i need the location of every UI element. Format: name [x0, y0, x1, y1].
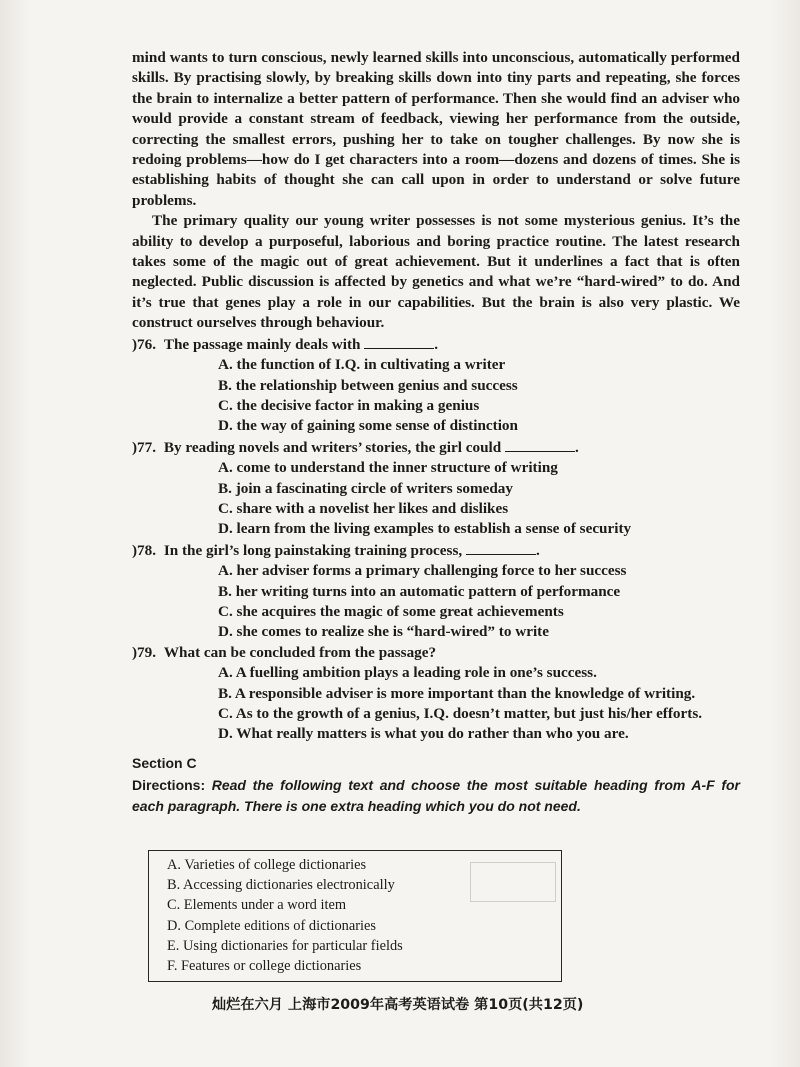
question-stem: What can be concluded from the passage? — [163, 643, 437, 661]
option-b: B. the relationship between genius and success — [218, 376, 518, 394]
passage-and-questions — [132, 48, 740, 816]
question-number: )77. — [132, 438, 157, 456]
option-a: A. the function of I.Q. in cultivating a writer — [218, 356, 506, 374]
question-stem: In the girl’s long painstaking training process, — [163, 541, 463, 559]
option-b: B. A responsible adviser is more important than the knowledge of writing. — [218, 684, 696, 702]
section-title: Section C — [132, 754, 197, 771]
option-c: C. the decisive factor in making a genius — [218, 396, 480, 414]
headings-box — [148, 850, 562, 982]
bleed-through-mark — [98, 92, 101, 107]
option-d: D. learn from the living examples to establish a sense of security — [218, 520, 632, 538]
question-78: )78. In the girl’s long painstaking training process, . A. her adviser forms a primary challenging force to her success B. her writing turns into an automatic pattern of performance C. she acquires the magic of some great achievements D. she comes to realize she is “hard-wired” to write — [132, 540, 740, 643]
heading-option-e: E. Using dictionaries for particular fields — [167, 937, 403, 954]
heading-option-a: A. Varieties of college dictionaries — [167, 857, 367, 873]
option-a: A. her adviser forms a primary challenging force to her success — [218, 562, 627, 580]
option-b: B. join a fascinating circle of writers someday — [218, 479, 513, 497]
question-76: )76. The passage mainly deals with . A. the function of I.Q. in cultivating a writer B. the relationship between genius and success C. the decisive factor in making a genius D. the way of gaining some sense of distinction — [132, 334, 740, 437]
heading-option-f: F. Features or college dictionaries — [167, 958, 362, 975]
option-d: D. she comes to realize she is “hard-wired” to write — [218, 623, 549, 641]
option-c: C. As to the growth of a genius, I.Q. doesn’t matter, but just his/her efforts. — [218, 705, 703, 722]
question-stem: By reading novels and writers’ stories, the girl could — [163, 438, 502, 456]
option-d: D. the way of gaining some sense of distinction — [218, 417, 518, 435]
question-79 — [132, 643, 740, 745]
heading-option-c: C. Elements under a word item — [167, 897, 347, 914]
question-number: )76. — [132, 335, 157, 353]
passage-paragraph-2: The primary quality our young writer possesses is not some mysterious genius. It’s the ability to develop a purposeful, laborious and boring practice routine. The latest research takes some of the magic out of great achievement. But it underlines a fact that is often neglected. Public discussion is affected by genetics and what we’re “hard-wired” to do. And it’s true that genes play a role in our capabilities. But the brain is also very plastic. We construct ourselves through behaviour. — [132, 212, 740, 332]
answer-blank — [505, 437, 575, 452]
option-a: A. A fuelling ambition plays a leading role in one’s success. — [218, 664, 597, 682]
section-directions — [132, 775, 740, 816]
directions-text: Read the following text and choose the most suitable heading from A-F for each paragraph. There is one extra heading which you do not need. — [132, 777, 740, 814]
question-stem: The passage mainly deals with — [163, 335, 361, 353]
option-a: A. come to understand the inner structure of writing — [218, 459, 558, 477]
passage-paragraph-1: mind wants to turn conscious, newly learned skills into unconscious, automatically performed skills. By practising slowly, by breaking skills down into tiny parts and repeating, she forces the brain to internalize a better pattern of performance. Then she would find an adviser who would provide a constant stream of feedback, viewing her performance from the outside, correcting the smallest errors, pushing her to take on tougher challenges. By now she is redoing problems—how do I get characters into a room—dozens and dozens of times. She is establishing habits of thought she can call upon in order to understand or solve future problems. — [132, 49, 740, 209]
question-number: )79. — [132, 643, 157, 661]
answer-blank — [364, 334, 434, 349]
directions-label: Directions: — [132, 777, 206, 794]
option-c: C. she acquires the magic of some great achievements — [218, 602, 564, 620]
question-77: )77. By reading novels and writers’ stories, the girl could . A. come to understand the inner structure of writing B. join a fascinating circle of writers someday C. share with a novelist her likes and dislikes D. learn from the living examples to establish a sense of security — [132, 437, 740, 540]
page-footer: 灿烂在六月 上海市2009年高考英语试卷 第10页(共12页) — [212, 997, 584, 1013]
heading-option-d: D. Complete editions of dictionaries — [167, 917, 377, 934]
option-c: C. share with a novelist her likes and dislikes — [218, 499, 509, 517]
option-d: D. What really matters is what you do rather than who you are. — [218, 725, 629, 743]
answer-blank — [466, 540, 536, 555]
heading-option-b: B. Accessing dictionaries electronically — [167, 877, 395, 894]
option-b: B. her writing turns into an automatic pattern of performance — [218, 582, 621, 600]
question-number: )78. — [132, 541, 157, 559]
